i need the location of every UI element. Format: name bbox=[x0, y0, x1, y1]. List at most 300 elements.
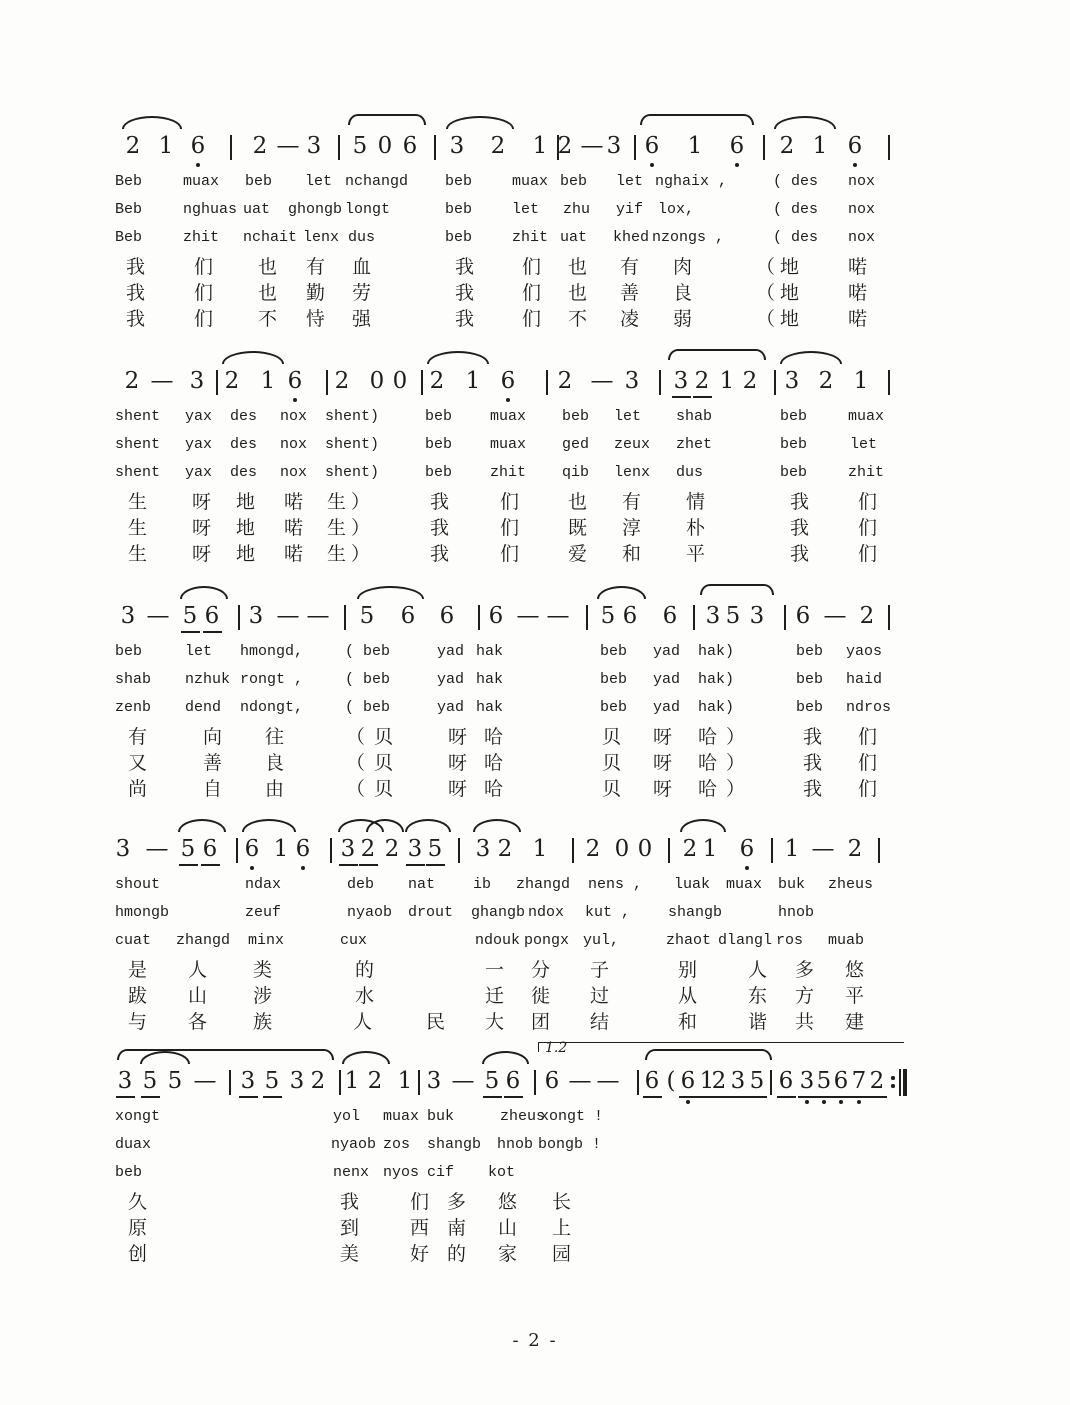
lyric-syllable: beb bbox=[560, 173, 588, 190]
lyric-char: 地 bbox=[780, 308, 800, 330]
barline bbox=[344, 605, 346, 630]
barline bbox=[330, 838, 332, 863]
lyric-syllable: shangb bbox=[668, 904, 723, 921]
lyric-syllable: muab bbox=[828, 932, 865, 949]
lyric-syllable: longt bbox=[345, 201, 391, 218]
lyric-char: 们 bbox=[500, 491, 520, 513]
lyric-char: 们 bbox=[500, 543, 520, 565]
lyric-char: 们 bbox=[858, 752, 878, 774]
note-token: 2 bbox=[742, 368, 758, 394]
lyric-char: 我 bbox=[803, 778, 823, 800]
lyric-char: 山 bbox=[498, 1217, 518, 1239]
lyric-char: 哈 bbox=[484, 752, 504, 774]
lyric-syllable: yad bbox=[437, 643, 465, 660]
lyric-char: 族 bbox=[253, 1011, 273, 1033]
lyric-syllable: beb bbox=[115, 1164, 143, 1181]
lyric-char: 生 bbox=[327, 543, 347, 565]
lyric-char: 大 bbox=[485, 1011, 505, 1033]
lyric-char: 是 bbox=[128, 959, 148, 981]
lyric-char: 悠 bbox=[845, 959, 865, 981]
slur bbox=[122, 116, 182, 129]
octave-dot bbox=[822, 1100, 826, 1104]
note-token: 6 bbox=[295, 836, 311, 862]
note-token: 2 bbox=[859, 603, 875, 629]
lyric-syllable: shab bbox=[115, 671, 152, 688]
lyric-char: 地 bbox=[236, 543, 256, 565]
lyric-char: 地 bbox=[780, 282, 800, 304]
lyric-syllable: yad bbox=[653, 643, 681, 660]
lyric-char: 我 bbox=[790, 491, 810, 513]
slur bbox=[348, 114, 426, 125]
lyric-char: 淳 bbox=[622, 517, 642, 539]
lyric-char: 我 bbox=[340, 1191, 360, 1213]
barline bbox=[418, 1070, 420, 1095]
note-token: 3 bbox=[120, 603, 136, 629]
octave-dot bbox=[301, 866, 305, 870]
lyric-syllable: nghaix , bbox=[655, 173, 728, 190]
lyric-char: 人 bbox=[748, 959, 768, 981]
lyric-syllable: beb bbox=[600, 643, 628, 660]
lyric-syllable: ged bbox=[562, 436, 590, 453]
lyric-char: 跋 bbox=[128, 985, 148, 1007]
lyric-char: 肉 bbox=[673, 256, 693, 278]
beam-underline bbox=[201, 864, 220, 866]
lyric-char: 一 bbox=[485, 959, 505, 981]
lyric-char: 我 bbox=[455, 256, 475, 278]
lyric-syllable: ghangb bbox=[471, 904, 526, 921]
lyric-syllable: ndouk bbox=[475, 932, 521, 949]
volta-label: 1.2 bbox=[545, 1040, 568, 1056]
beam-underline bbox=[426, 864, 445, 866]
note-token: 6 bbox=[644, 133, 660, 159]
repeat-dot bbox=[891, 1076, 895, 1080]
note-token: — bbox=[276, 133, 300, 159]
lyric-char: 呀 bbox=[192, 491, 212, 513]
note-token: 5 bbox=[180, 836, 196, 862]
lyric-syllable: let bbox=[616, 173, 644, 190]
lyric-syllable: beb bbox=[600, 671, 628, 688]
lyric-char: 喏 bbox=[848, 308, 868, 330]
barline bbox=[888, 605, 890, 630]
lyric-syllable: nat bbox=[408, 876, 436, 893]
note-token: 1 bbox=[397, 1068, 413, 1094]
barline bbox=[216, 370, 218, 395]
lyric-syllable: shent) bbox=[325, 464, 380, 481]
note-token: 2 bbox=[360, 836, 376, 862]
lyric-char: 我 bbox=[430, 543, 450, 565]
lyric-syllable: cux bbox=[340, 932, 368, 949]
note-token: 1 bbox=[532, 836, 548, 862]
lyric-syllable: nenx bbox=[333, 1164, 370, 1181]
lyric-char: 方 bbox=[795, 985, 815, 1007]
note-token: 3 bbox=[426, 1068, 442, 1094]
lyric-char: 平 bbox=[686, 543, 706, 565]
lyric-char: ） bbox=[351, 491, 371, 513]
note-token: 2 bbox=[711, 1068, 727, 1094]
note-token: 2 bbox=[367, 1068, 383, 1094]
lyric-char: 别 bbox=[678, 959, 698, 981]
lyric-syllable: bongb ! bbox=[538, 1136, 602, 1153]
lyric-char: 们 bbox=[194, 256, 214, 278]
lyric-char: 向 bbox=[203, 726, 223, 748]
lyric-syllable: Beb bbox=[115, 173, 143, 190]
lyric-char: 有 bbox=[128, 726, 148, 748]
note-token: 6 bbox=[795, 603, 811, 629]
lyric-syllable: muax bbox=[512, 173, 549, 190]
lyric-char: 也 bbox=[568, 282, 588, 304]
lyric-syllable: beb bbox=[796, 671, 824, 688]
note-token: 6 bbox=[680, 1068, 696, 1094]
lyric-char: 善 bbox=[620, 282, 640, 304]
lyric-syllable: ( des bbox=[773, 201, 819, 218]
lyric-syllable: ( beb bbox=[345, 643, 391, 660]
lyric-syllable: Beb bbox=[115, 201, 143, 218]
lyric-char: 悠 bbox=[498, 1191, 518, 1213]
lyric-char: 由 bbox=[265, 778, 285, 800]
lyric-char: ） bbox=[726, 726, 746, 748]
lyric-syllable: ndox bbox=[528, 904, 565, 921]
barline bbox=[478, 605, 480, 630]
lyric-char: 朴 bbox=[686, 517, 706, 539]
note-token: — bbox=[146, 603, 170, 629]
barline bbox=[659, 370, 661, 395]
lyric-syllable: uat bbox=[560, 229, 588, 246]
lyric-char: 民 bbox=[426, 1011, 446, 1033]
lyric-char: ） bbox=[726, 778, 746, 800]
lyric-char: 贝 bbox=[374, 726, 394, 748]
lyric-char: 到 bbox=[340, 1217, 360, 1239]
note-token: 2 bbox=[585, 836, 601, 862]
beam-underline bbox=[504, 1096, 523, 1098]
lyric-char: 不 bbox=[568, 308, 588, 330]
lyric-char: 有 bbox=[306, 256, 326, 278]
lyric-syllable: beb bbox=[780, 436, 808, 453]
slur bbox=[482, 1051, 529, 1064]
beam-underline bbox=[729, 1096, 748, 1098]
lyric-syllable: yax bbox=[185, 464, 213, 481]
lyric-char: 我 bbox=[803, 726, 823, 748]
lyric-char: 贝 bbox=[602, 778, 622, 800]
beam-underline bbox=[203, 631, 222, 633]
beam-underline bbox=[239, 1096, 258, 1098]
lyric-syllable: kut , bbox=[585, 904, 631, 921]
lyric-syllable: beb bbox=[425, 436, 453, 453]
note-token: 2 bbox=[224, 368, 240, 394]
lyric-char: ） bbox=[351, 543, 371, 565]
lyric-syllable: hak) bbox=[698, 671, 735, 688]
barline bbox=[338, 135, 340, 160]
lyric-syllable: pongx bbox=[524, 932, 570, 949]
lyric-char: 往 bbox=[265, 726, 285, 748]
lyric-char: 凌 bbox=[620, 308, 640, 330]
lyric-char: 美 bbox=[340, 1243, 360, 1265]
lyric-char: 贝 bbox=[602, 726, 622, 748]
note-token: 5 bbox=[182, 603, 198, 629]
lyric-syllable: ghongb bbox=[288, 201, 343, 218]
slur bbox=[405, 819, 451, 832]
lyric-syllable: shent) bbox=[325, 408, 380, 425]
lyric-syllable: hak) bbox=[698, 699, 735, 716]
lyric-char: 多 bbox=[447, 1191, 467, 1213]
octave-dot bbox=[805, 1100, 809, 1104]
lyric-syllable: yul, bbox=[583, 932, 620, 949]
note-token: — bbox=[546, 603, 570, 629]
note-token: 3 bbox=[749, 603, 765, 629]
lyric-char: 涉 bbox=[253, 985, 273, 1007]
lyric-char: ） bbox=[726, 752, 746, 774]
lyric-char: 的 bbox=[447, 1243, 467, 1265]
lyric-syllable: nyaob bbox=[331, 1136, 377, 1153]
lyric-syllable: zhit bbox=[848, 464, 885, 481]
lyric-char: 哈 bbox=[698, 752, 718, 774]
slur bbox=[178, 819, 226, 832]
beam-underline bbox=[850, 1096, 869, 1098]
lyric-syllable: zhet bbox=[676, 436, 713, 453]
lyric-syllable: ( beb bbox=[345, 671, 391, 688]
note-token: 5 bbox=[264, 1068, 280, 1094]
octave-dot bbox=[250, 866, 254, 870]
slur bbox=[780, 351, 842, 364]
lyric-char: 们 bbox=[858, 517, 878, 539]
slur bbox=[700, 584, 774, 595]
lyric-syllable: nox bbox=[848, 229, 876, 246]
lyric-syllable: deb bbox=[347, 876, 375, 893]
note-token: 2 bbox=[497, 836, 513, 862]
slur bbox=[668, 349, 766, 360]
lyric-char: 呀 bbox=[653, 778, 673, 800]
slur bbox=[774, 116, 836, 129]
note-token: 1 bbox=[344, 1068, 360, 1094]
note-token: 1 bbox=[273, 836, 289, 862]
lyric-char: 有 bbox=[620, 256, 640, 278]
lyric-syllable: xongt ! bbox=[540, 1108, 604, 1125]
note-token: 1 bbox=[702, 836, 718, 862]
octave-dot bbox=[506, 398, 510, 402]
lyric-syllable: nox bbox=[848, 201, 876, 218]
lyric-syllable: des bbox=[230, 464, 258, 481]
barline bbox=[763, 135, 765, 160]
note-token: 1 bbox=[784, 836, 800, 862]
note-token: — bbox=[568, 1068, 592, 1094]
lyric-syllable: xongt bbox=[115, 1108, 161, 1125]
lyric-char: 久 bbox=[128, 1191, 148, 1213]
lyric-syllable: des bbox=[230, 436, 258, 453]
barline bbox=[771, 838, 773, 863]
lyric-char: 我 bbox=[126, 256, 146, 278]
lyric-char: 哈 bbox=[484, 778, 504, 800]
note-token: 3 bbox=[799, 1068, 815, 1094]
slur bbox=[180, 586, 228, 599]
octave-dot bbox=[293, 398, 297, 402]
lyric-char: 好 bbox=[410, 1243, 430, 1265]
lyric-char: 们 bbox=[194, 308, 214, 330]
note-token: 3 bbox=[115, 836, 131, 862]
lyric-char: 喏 bbox=[848, 256, 868, 278]
note-token: 5 bbox=[427, 836, 443, 862]
note-token: — bbox=[306, 603, 330, 629]
beam-underline bbox=[339, 864, 358, 866]
note-token: 3 bbox=[407, 836, 423, 862]
lyric-syllable: ndros bbox=[846, 699, 892, 716]
lyric-syllable: beb bbox=[796, 643, 824, 660]
note-token: 3 bbox=[705, 603, 721, 629]
lyric-char: 地 bbox=[236, 491, 256, 513]
lyric-char: 水 bbox=[355, 985, 375, 1007]
lyric-char: 喏 bbox=[284, 517, 304, 539]
note-token: — bbox=[596, 1068, 620, 1094]
lyric-char: 过 bbox=[590, 985, 610, 1007]
lyric-char: 创 bbox=[128, 1243, 148, 1265]
lyric-syllable: yaos bbox=[846, 643, 883, 660]
lyric-char: 劳 bbox=[352, 282, 372, 304]
barline bbox=[534, 1070, 536, 1095]
lyric-char: （ bbox=[756, 308, 776, 330]
lyric-syllable: beb bbox=[445, 173, 473, 190]
note-token: 6 bbox=[622, 603, 638, 629]
lyric-syllable: shent bbox=[115, 464, 161, 481]
repeat-dot bbox=[891, 1084, 895, 1088]
lyric-char: 谐 bbox=[748, 1011, 768, 1033]
note-token: 5 bbox=[167, 1068, 183, 1094]
beam-underline bbox=[672, 396, 691, 398]
lyric-syllable: shout bbox=[115, 876, 161, 893]
lyric-char: 西 bbox=[410, 1217, 430, 1239]
lyric-syllable: nox bbox=[848, 173, 876, 190]
barline bbox=[458, 838, 460, 863]
barline bbox=[434, 135, 436, 160]
note-token: 5 bbox=[484, 1068, 500, 1094]
note-token: 2 bbox=[682, 836, 698, 862]
lyric-syllable: dend bbox=[185, 699, 222, 716]
note-token: 6 bbox=[202, 836, 218, 862]
lyric-char: 又 bbox=[128, 752, 148, 774]
lyric-syllable: haid bbox=[846, 671, 883, 688]
lyric-char: 血 bbox=[352, 256, 372, 278]
barline bbox=[229, 1070, 231, 1095]
lyric-char: 也 bbox=[568, 256, 588, 278]
note-token: 2 bbox=[490, 133, 506, 159]
note-token: 3 bbox=[673, 368, 689, 394]
lyric-char: 不 bbox=[258, 308, 278, 330]
lyric-syllable: let bbox=[305, 173, 333, 190]
lyric-char: 呀 bbox=[192, 543, 212, 565]
lyric-syllable: zhit bbox=[183, 229, 220, 246]
lyric-char: 呀 bbox=[448, 778, 468, 800]
lyric-syllable: dus bbox=[348, 229, 376, 246]
note-token: — bbox=[145, 836, 169, 862]
lyric-syllable: khed bbox=[613, 229, 650, 246]
lyric-char: 贝 bbox=[374, 752, 394, 774]
note-token: 6 bbox=[287, 368, 303, 394]
lyric-syllable: rongt , bbox=[240, 671, 304, 688]
lyric-syllable: dlangl bbox=[718, 932, 773, 949]
lyric-syllable: ( beb bbox=[345, 699, 391, 716]
lyric-syllable: let bbox=[512, 201, 540, 218]
lyric-syllable: muax bbox=[726, 876, 763, 893]
slur bbox=[640, 114, 754, 125]
note-token: 2 bbox=[384, 836, 400, 862]
lyric-syllable: ( des bbox=[773, 229, 819, 246]
lyric-syllable: zheus bbox=[500, 1108, 546, 1125]
lyric-char: 们 bbox=[858, 778, 878, 800]
lyric-char: 贝 bbox=[374, 778, 394, 800]
lyric-syllable: des bbox=[230, 408, 258, 425]
lyric-syllable: qib bbox=[562, 464, 590, 481]
lyric-char: 的 bbox=[355, 959, 375, 981]
lyric-syllable: yax bbox=[185, 408, 213, 425]
note-token: — bbox=[451, 1068, 475, 1094]
lyric-syllable: nens , bbox=[588, 876, 643, 893]
note-token: — bbox=[516, 603, 540, 629]
lyric-char: 人 bbox=[188, 959, 208, 981]
note-token: 3 bbox=[117, 1068, 133, 1094]
lyric-char: 我 bbox=[430, 517, 450, 539]
lyric-syllable: lenx bbox=[614, 464, 651, 481]
note-token: 6 bbox=[500, 368, 516, 394]
barline bbox=[634, 135, 636, 160]
lyric-syllable: kot bbox=[488, 1164, 516, 1181]
lyric-char: 生 bbox=[128, 491, 148, 513]
page-number: - 2 - bbox=[512, 1330, 558, 1351]
note-token: 2 bbox=[310, 1068, 326, 1094]
lyric-syllable: shent bbox=[115, 436, 161, 453]
note-token: 5 bbox=[359, 603, 375, 629]
note-token: 3 bbox=[784, 368, 800, 394]
lyric-char: 们 bbox=[194, 282, 214, 304]
lyric-syllable: dus bbox=[676, 464, 704, 481]
note-token: 3 bbox=[289, 1068, 305, 1094]
lyric-char: 各 bbox=[188, 1011, 208, 1033]
note-token: 2 bbox=[818, 368, 834, 394]
lyric-char: 善 bbox=[203, 752, 223, 774]
beam-underline bbox=[483, 1096, 502, 1098]
note-token: 2 bbox=[429, 368, 445, 394]
lyric-char: 良 bbox=[265, 752, 285, 774]
lyric-char: 呀 bbox=[192, 517, 212, 539]
lyric-char: 多 bbox=[795, 959, 815, 981]
lyric-char: 也 bbox=[568, 491, 588, 513]
note-token: — bbox=[580, 133, 604, 159]
lyric-char: （ bbox=[756, 282, 776, 304]
lyric-syllable: zos bbox=[383, 1136, 411, 1153]
lyric-char: 尚 bbox=[128, 778, 148, 800]
lyric-char: 南 bbox=[447, 1217, 467, 1239]
lyric-char: 爱 bbox=[568, 543, 588, 565]
note-token: 5 bbox=[816, 1068, 832, 1094]
beam-underline bbox=[679, 1096, 698, 1098]
lyric-char: 徙 bbox=[531, 985, 551, 1007]
lyric-char: 生 bbox=[128, 543, 148, 565]
lyric-char: 勤 bbox=[306, 282, 326, 304]
lyric-char: 我 bbox=[790, 543, 810, 565]
lyric-char: 呀 bbox=[448, 726, 468, 748]
lyric-syllable: nox bbox=[280, 436, 308, 453]
note-token: 3 bbox=[475, 836, 491, 862]
beam-underline bbox=[748, 1096, 767, 1098]
lyric-char: 呀 bbox=[653, 726, 673, 748]
barline bbox=[230, 135, 232, 160]
lyric-char: 有 bbox=[622, 491, 642, 513]
slur bbox=[222, 351, 284, 364]
beam-underline bbox=[263, 1096, 282, 1098]
lyric-syllable: lenx bbox=[303, 229, 340, 246]
lyric-char: 山 bbox=[188, 985, 208, 1007]
note-token: 3 bbox=[306, 133, 322, 159]
lyric-syllable: uat bbox=[243, 201, 271, 218]
note-token: 1 bbox=[853, 368, 869, 394]
note-token: 5 bbox=[725, 603, 741, 629]
note-token: 6 bbox=[204, 603, 220, 629]
